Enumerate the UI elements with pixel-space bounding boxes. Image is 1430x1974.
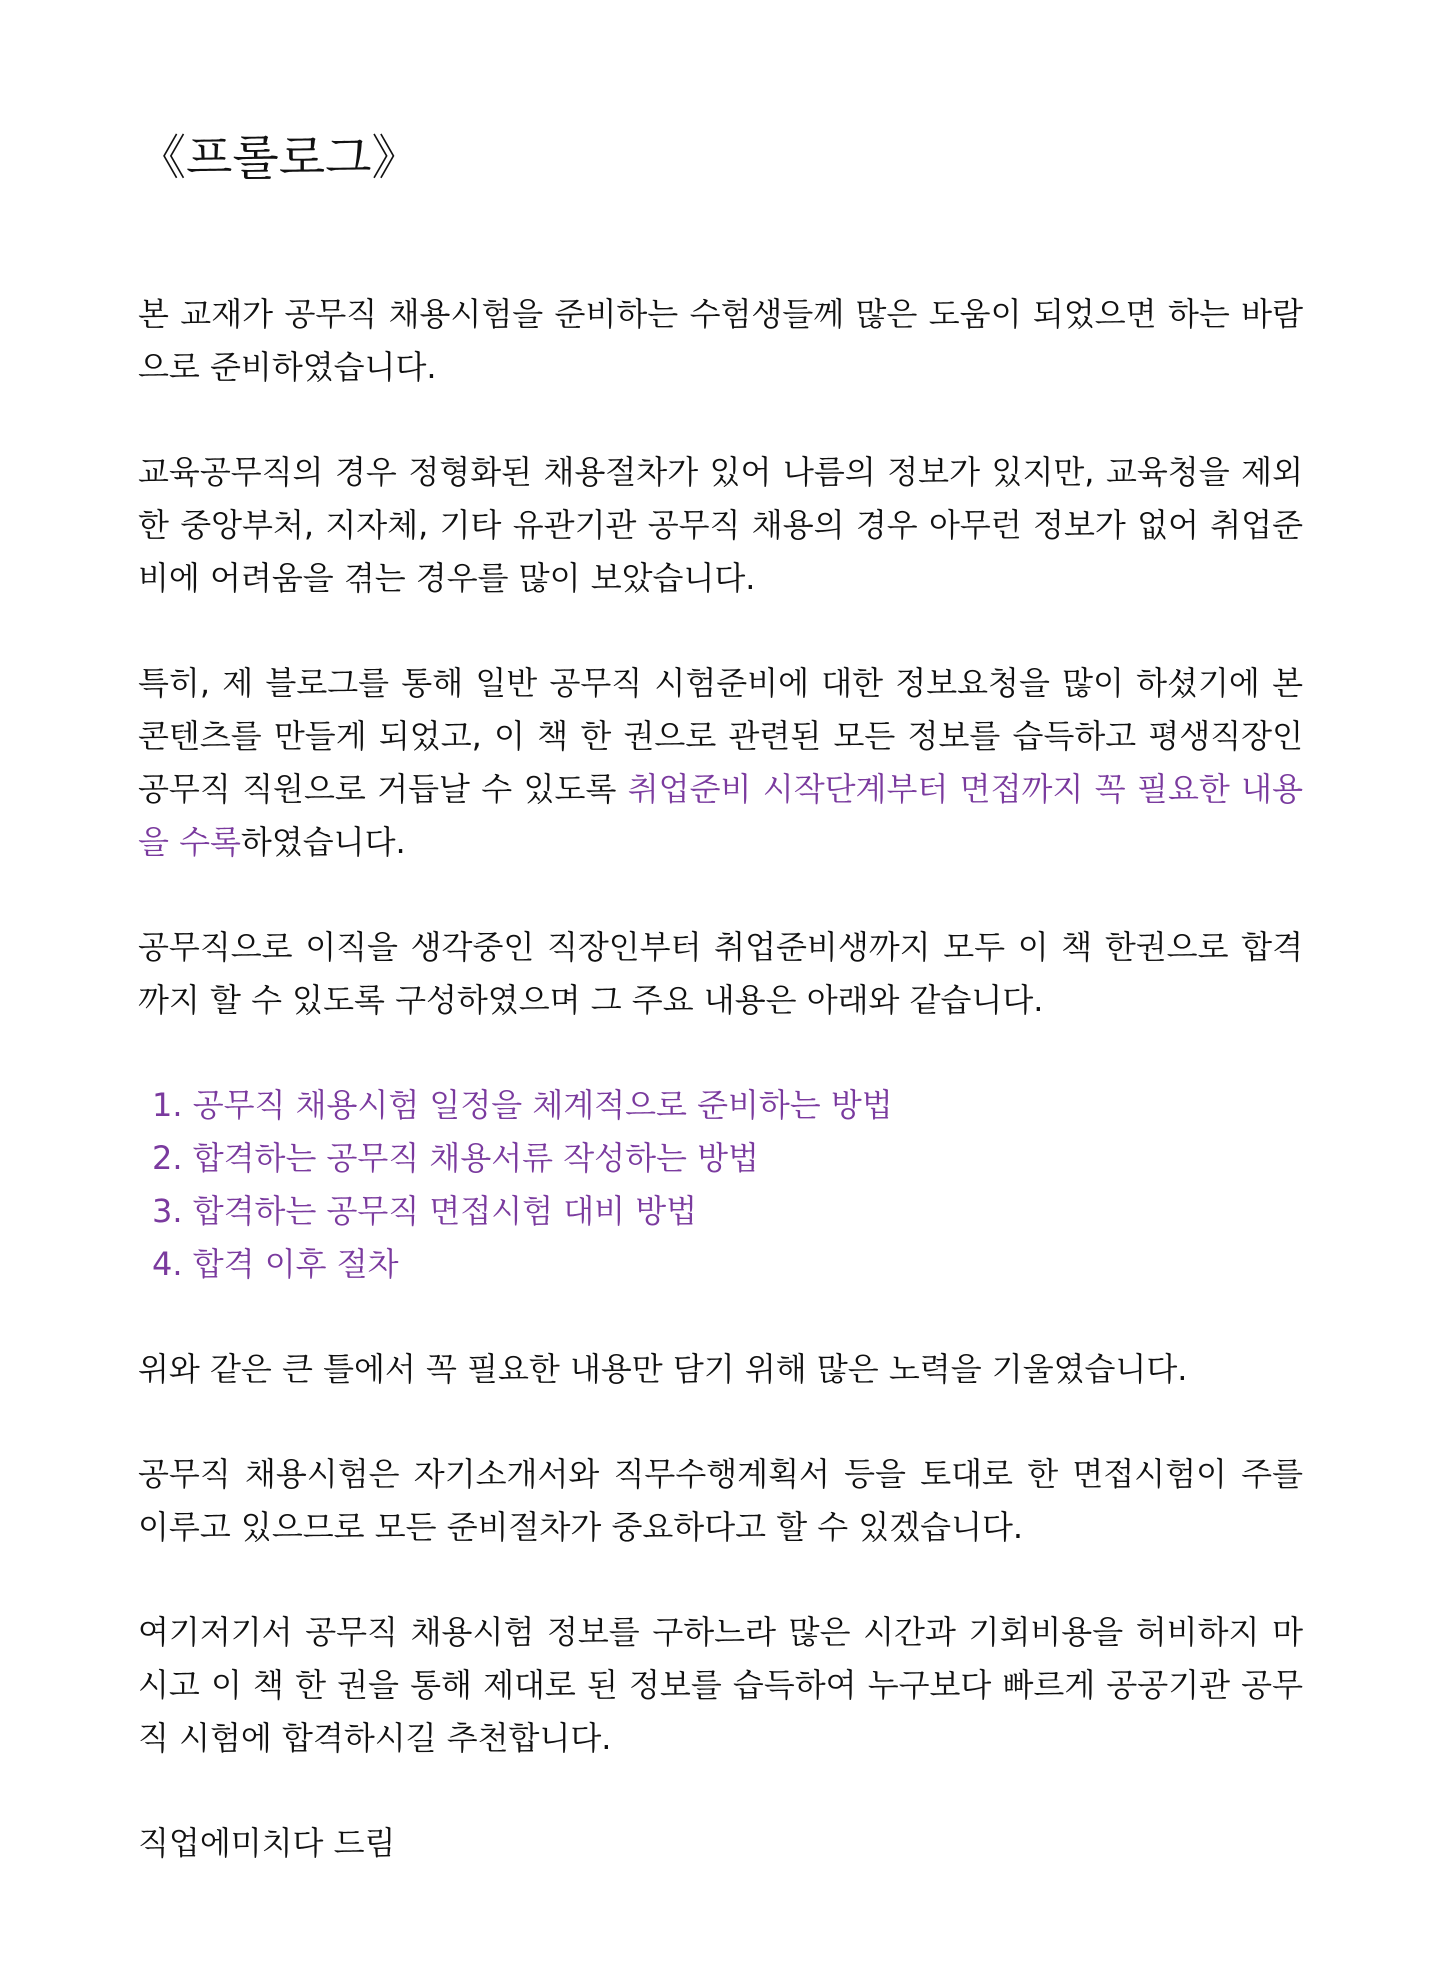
contents-list bbox=[138, 1079, 1303, 1291]
document-page bbox=[138, 128, 1303, 1870]
list-item: 4. 합격 이후 절차 bbox=[152, 1245, 399, 1283]
paragraph-gap bbox=[138, 869, 1303, 921]
list-item: 3. 합격하는 공무직 면접시험 대비 방법 bbox=[152, 1192, 698, 1230]
paragraph-structure: 공무직으로 이직을 생각중인 직장인부터 취업준비생까지 모두 이 책 한권으로 합격까지 할 수 있도록 구성하였으며 그 주요 내용은 아래와 같습니다. bbox=[138, 928, 1303, 1019]
paragraph-gap bbox=[138, 1027, 1303, 1079]
paragraph-effort: 위와 같은 큰 틀에서 꼭 필요한 내용만 담기 위해 많은 노력을 기울였습니다. bbox=[138, 1350, 1188, 1388]
paragraph-intro: 본 교재가 공무직 채용시험을 준비하는 수험생들께 많은 도움이 되었으면 하는 바람으로 준비하였습니다. bbox=[138, 295, 1303, 386]
purpose-highlight: 취업준비 시작단계부터 면접까지 꼭 필요한 내용을 수록 bbox=[138, 770, 1303, 861]
paragraph-interview: 공무직 채용시험은 자기소개서와 직무수행계획서 등을 토대로 한 면접시험이 주를 이루고 있으므로 모든 준비절차가 중요하다고 할 수 있겠습니다. bbox=[138, 1455, 1303, 1546]
purpose-text-after: 하였습니다. bbox=[240, 823, 406, 861]
paragraph-gap bbox=[138, 1396, 1303, 1448]
paragraph-recommendation: 여기저기서 공무직 채용시험 정보를 구하느라 많은 시간과 기회비용을 허비하지 마시고 이 책 한 권을 통해 제대로 된 정보를 습득하여 누구보다 빠르게 공공기관 공무직 시험에 합격하시길 추천합니다. bbox=[138, 1613, 1303, 1757]
paragraph-gap bbox=[138, 605, 1303, 657]
paragraph-background: 교육공무직의 경우 정형화된 채용절차가 있어 나름의 정보가 있지만, 교육청을 제외한 중앙부처, 지자체, 기타 유관기관 공무직 채용의 경우 아무런 정보가 없어 취업준비에 어려움을 겪는 경우를 많이 보았습니다. bbox=[138, 453, 1303, 597]
paragraph-purpose bbox=[138, 657, 1303, 869]
purpose-text-before: 특히, 제 블로그를 통해 일반 공무직 시험준비에 대한 정보요청을 많이 하셨기에 본 콘텐츠를 만들게 되었고, 이 책 한 권으로 관련된 모든 정보를 습득하고 평생직장인 공무직 직원으로 거듭날 수 있도록 bbox=[138, 664, 1303, 808]
paragraph-gap bbox=[138, 394, 1303, 446]
signature: 직업에미치다 드림 bbox=[138, 1824, 396, 1862]
paragraph-gap bbox=[138, 1554, 1303, 1606]
list-item: 1. 공무직 채용시험 일정을 체계적으로 준비하는 방법 bbox=[152, 1086, 893, 1124]
list-item: 2. 합격하는 공무직 채용서류 작성하는 방법 bbox=[152, 1139, 759, 1177]
paragraph-gap bbox=[138, 1291, 1303, 1343]
document-title: 《프롤로그》 bbox=[138, 130, 420, 186]
paragraph-gap bbox=[138, 1765, 1303, 1817]
